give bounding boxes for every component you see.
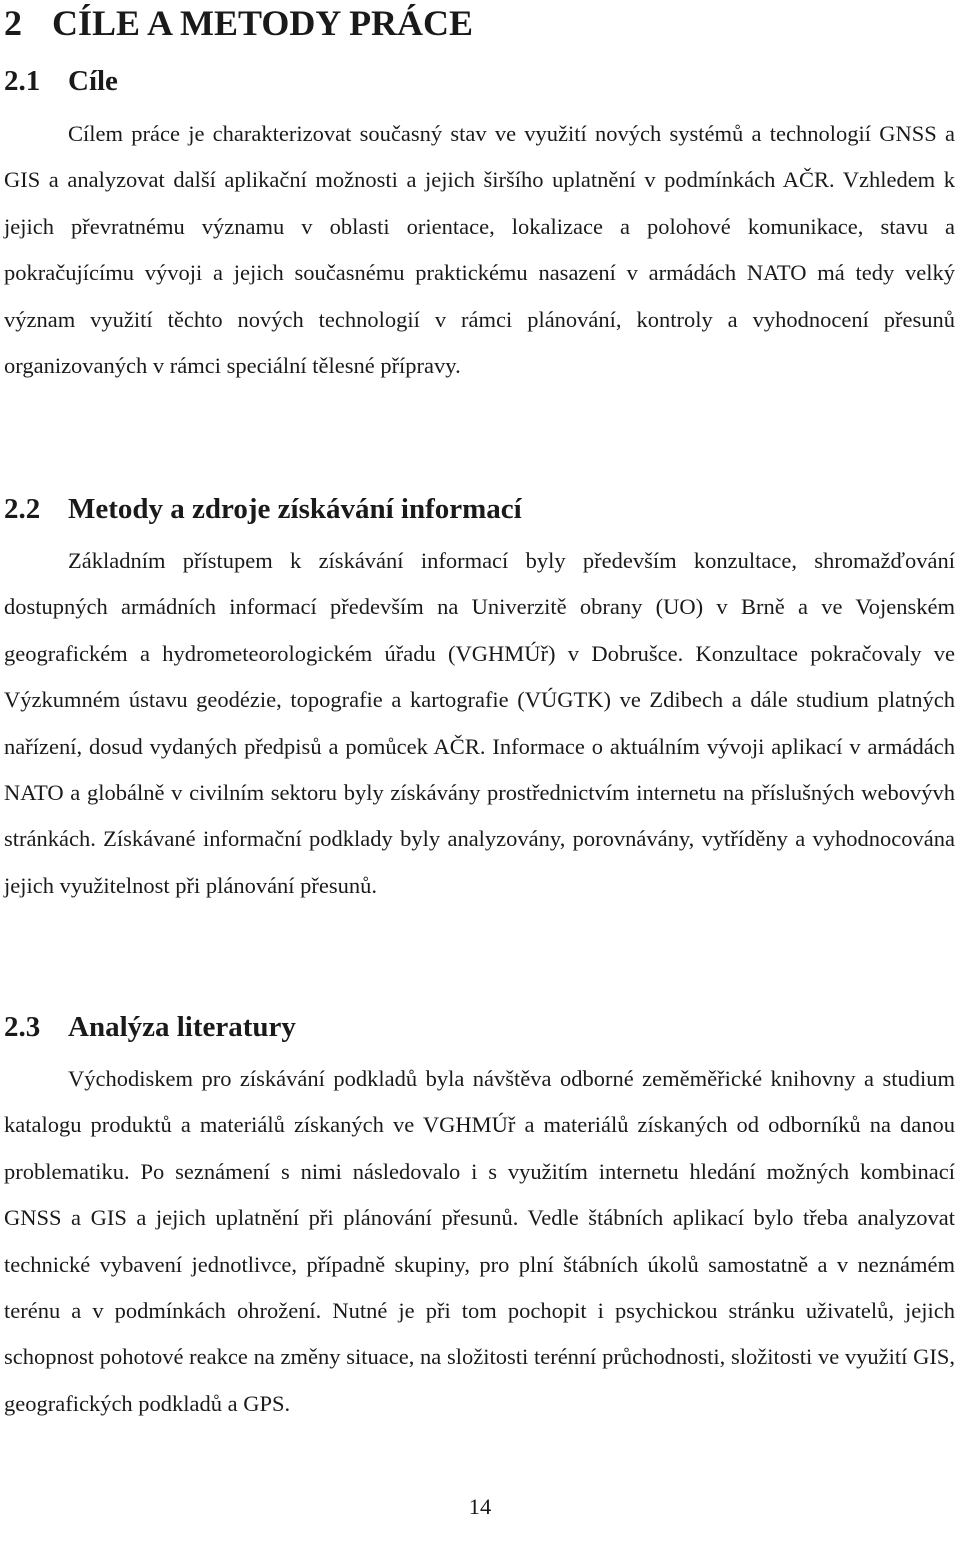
- section-number: 2.2: [4, 493, 41, 525]
- page-number: 14: [468, 1494, 492, 1519]
- section-heading-goals: [4, 63, 118, 99]
- section-heading-methods: [4, 491, 522, 527]
- section-number: 2.3: [4, 1011, 41, 1043]
- section-title: Cíle: [68, 65, 118, 97]
- paragraph-goals: Cílem práce je charakterizovat současný stav ve využití nových systémů a technologií GNSS a GIS a analyzovat další aplikační možnosti a jejich širšího uplatnění v podmínkách AČR. Vzhledem k jejich převratnému významu v oblasti orientace, lokalizace a polohové komunikace, stavu a pokračujícímu vývoji a jejich současnému praktickému nasazení v armádách NATO má tedy velký význam využití těchto nových technologií v rámci plánování, kontroly a vyhodnocení přesunů organizovaných v rámci speciální tělesné přípravy.: [4, 121, 955, 379]
- paragraph-methods: Základním přístupem k získávání informací byly především konzultace, shromažďování dostupných armádních informací především na Univerzitě obrany (UO) v Brně a ve Vojenském geografickém a hydrometeorologickém úřadu (VGHMÚř) v Dobrušce. Konzultace pokračovaly ve Výzkumném ústavu geodézie, topografie a kartografie (VÚGTK) ve Zdibech a dále studium platných nařízení, dosud vydaných předpisů a pomůcek AČR. Informace o aktuálním vývoji aplikací v armádách NATO a globálně v civilním sektoru byly získávány prostřednictvím internetu na příslušných webovývh stránkách. Získávané informační podklady byly analyzovány, porovnávány, vytříděny a vyhodnocována jejich využitelnost při plánování přesunů.: [4, 548, 955, 898]
- chapter-title: CÍLE A METODY PRÁCE: [52, 3, 474, 43]
- section-title: Analýza literatury: [68, 1011, 296, 1043]
- section-number: 2.1: [4, 65, 41, 97]
- section-heading-literature: [4, 1009, 296, 1045]
- chapter-number: 2: [4, 3, 22, 43]
- chapter-heading: [4, 2, 473, 44]
- section-title: Metody a zdroje získávání informací: [68, 493, 522, 525]
- paragraph-literature: Východiskem pro získávání podkladů byla návštěva odborné zeměměřické knihovny a studium katalogu produktů a materiálů získaných ve VGHMÚř a materiálů získaných od odborníků na danou problematiku. Po seznámení s nimi následovalo i s využitím internetu hledání možných kombinací GNSS a GIS a jejich uplatnění při plánování přesunů. Vedle štábních aplikací bylo třeba analyzovat technické vybavení jednotlivce, případně skupiny, pro plní štábních úkolů samostatně a v neznámém terénu a v podmínkách ohrožení. Nutné je při tom pochopit i psychickou stránku uživatelů, jejich schopnost pohotové reakce na změny situace, na složitosti terénní průchodnosti, složitosti ve využití GIS, geografických podkladů a GPS.: [4, 1066, 955, 1416]
